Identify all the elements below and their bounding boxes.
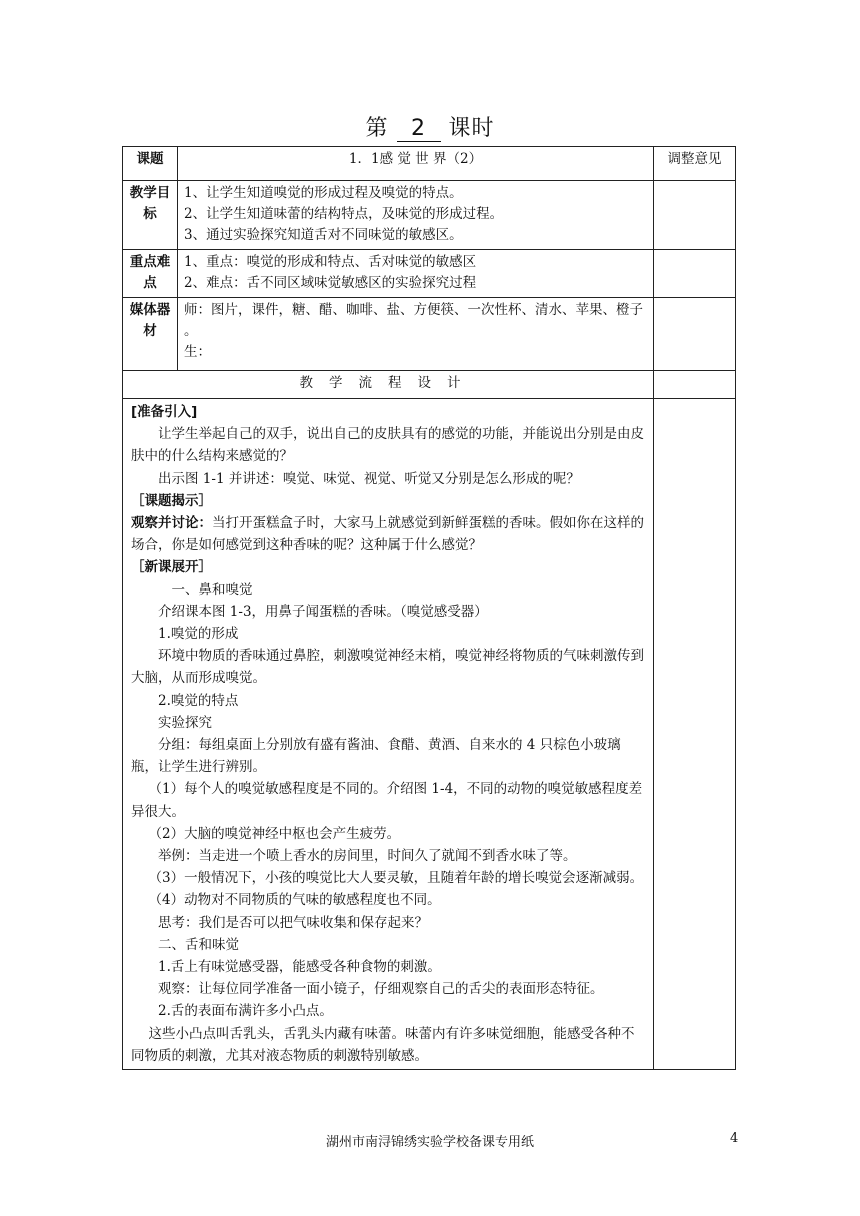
paragraph: 这些小凸点叫舌乳头，舌乳头内藏有味蕾。味蕾内有许多味觉细胞，能感受各种不同物质的刺激，尤其对液态物质的刺激特别敏感。 xyxy=(131,1025,635,1064)
topic-value: 1．1感 觉 世 界（2） xyxy=(178,147,654,181)
paragraph: 1.舌上有味觉感受器，能感受各种食物的刺激。 xyxy=(158,959,441,976)
adjust-cell xyxy=(654,250,736,298)
paragraph: 环境中物质的香味通过鼻腔，刺激嗅觉神经末梢，嗅觉神经将物质的气味刺激传到大脑，从而形成嗅觉。 xyxy=(131,648,644,687)
objectives-cell xyxy=(178,181,654,250)
media-teacher: 师：图片，课件，糖、醋、咖啡、盐、方便筷、一次性杯、清水、苹果、橙子 。 xyxy=(184,302,643,339)
paragraph: 2.嗅觉的特点 xyxy=(158,692,239,709)
objectives-label: 教学目标 xyxy=(123,181,178,250)
paragraph: 实验探究 xyxy=(158,714,212,731)
keypoint-item: 2、难点：舌不同区域味觉敏感区的实验探究过程 xyxy=(184,275,477,291)
observe-label: 观察并讨论： xyxy=(131,515,212,532)
section-new-heading: ［新课展开］ xyxy=(131,559,212,576)
objective-item: 1、让学生知道嗅觉的形成过程及嗅觉的特点。 xyxy=(184,185,463,201)
footer-text: 湖州市南浔锦绣实验学校备课专用纸 xyxy=(325,1135,534,1150)
adjust-label: 调整意见 xyxy=(654,147,736,181)
title-prefix: 第 xyxy=(365,116,389,141)
content-row xyxy=(123,399,736,1070)
objective-item: 3、通过实验探究知道舌对不同味觉的敏感区。 xyxy=(184,227,463,243)
paragraph: 2.舌的表面布满许多小凸点。 xyxy=(158,1003,333,1020)
paragraph: 观察：让每位同学准备一面小镜子，仔细观察自己的舌尖的表面形态特征。 xyxy=(158,981,604,998)
paragraph: 让学生举起自己的双手，说出自己的皮肤具有的感觉的功能，并能说出分别是由皮肤中的什么结构来感觉的？ xyxy=(131,426,644,465)
media-row xyxy=(123,298,736,371)
page-number: 4 xyxy=(730,1131,739,1146)
paragraph: （4）动物对不同物质的气味的敏感程度也不同。 xyxy=(148,892,441,909)
flow-title-row xyxy=(123,371,736,399)
objective-item: 2、让学生知道味蕾的结构特点，及味觉的形成过程。 xyxy=(184,206,504,222)
lesson-title xyxy=(0,111,860,142)
media-label: 媒体器材 xyxy=(123,298,178,371)
paragraph: 出示图 1-1 并讲述：嗅觉、味觉、视觉、听觉又分别是怎么形成的呢？ xyxy=(158,470,580,487)
keypoints-cell xyxy=(178,250,654,298)
adjust-cell xyxy=(654,181,736,250)
adjust-cell xyxy=(654,298,736,371)
paragraph: （1）每个人的嗅觉敏感程度是不同的。介绍图 1-4，不同的动物的嗅觉敏感程度差异很大。 xyxy=(131,781,643,820)
topic-label: 课题 xyxy=(123,147,178,181)
observe-paragraph xyxy=(131,512,645,556)
paragraph: （2）大脑的嗅觉神经中枢也会产生疲劳。 xyxy=(148,825,401,842)
adjust-cell xyxy=(654,371,736,399)
paragraph: 1.嗅觉的形成 xyxy=(158,626,239,643)
content-cell xyxy=(123,399,654,1070)
adjust-cell xyxy=(654,399,736,1070)
lesson-plan-table xyxy=(122,146,736,1070)
paragraph: 举例：当走进一个喷上香水的房间里，时间久了就闻不到香水味了等。 xyxy=(158,848,577,865)
topic-row xyxy=(123,147,736,181)
subsection-heading: 二、舌和味觉 xyxy=(158,936,239,953)
paragraph: 介绍课本图 1-3，用鼻子闻蛋糕的香味。（嗅觉感受器） xyxy=(158,603,488,620)
section-prep-heading: [准备引入] xyxy=(131,404,198,420)
paragraph: 分组：每组桌面上分别放有盛有酱油、食醋、黄酒、自来水的 4 只棕色小玻璃瓶，让学生进行辨别。 xyxy=(131,737,621,776)
subsection-heading: 一、鼻和嗅觉 xyxy=(171,581,253,598)
lesson-number: 2 xyxy=(397,116,441,142)
paragraph: （3）一般情况下，小孩的嗅觉比大人要灵敏，且随着年龄的增长嗅觉会逐渐减弱。 xyxy=(148,870,644,887)
observe-text: 当打开蛋糕盒子时，大家马上就感觉到新鲜蛋糕的香味。假如你在这样的场合，你是如何感觉到这种香味的呢？这种属于什么感觉？ xyxy=(131,515,644,554)
paragraph: 思考：我们是否可以把气味收集和保存起来？ xyxy=(158,914,428,931)
keypoints-row xyxy=(123,250,736,298)
section-reveal-heading: ［课题揭示］ xyxy=(131,492,212,509)
media-student: 生： xyxy=(184,344,211,360)
keypoints-label: 重点难点 xyxy=(123,250,178,298)
media-cell xyxy=(178,298,654,371)
flow-title: 教学流程设计 xyxy=(123,371,654,399)
objectives-row xyxy=(123,181,736,250)
title-suffix: 课时 xyxy=(448,116,495,141)
keypoint-item: 1、重点：嗅觉的形成和特点、舌对味觉的敏感区 xyxy=(184,254,477,270)
